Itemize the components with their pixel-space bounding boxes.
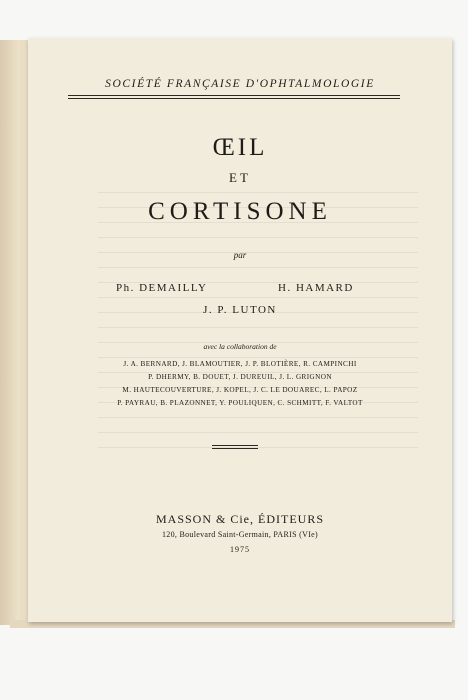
title-main: ŒIL <box>212 134 268 161</box>
by-label: par <box>233 250 247 260</box>
author-luton: J. P. LUTON <box>203 304 277 316</box>
title-connector: ET <box>229 170 251 185</box>
collaborators-line: P. DHERMY, B. DOUET, J. DUREUIL, J. L. GRIGNON <box>148 373 332 381</box>
collaborators-line: J. A. BERNARD, J. BLAMOUTIER, J. P. BLOTIÈRE, R. CAMPINCHI <box>123 360 357 368</box>
title-page <box>28 38 452 622</box>
title-sub: CORTISONE <box>148 198 332 225</box>
author-demailly: Ph. DEMAILLY <box>116 282 208 294</box>
collaborators-line: M. HAUTECOUVERTURE, J. KOPEL, J. C. LE DOUAREC, L. PAPOZ <box>122 386 358 394</box>
author-hamard: H. HAMARD <box>278 282 354 294</box>
publisher-address: 120, Boulevard Saint-Germain, PARIS (VIe) <box>162 530 318 539</box>
collaboration-intro: avec la collaboration de <box>203 342 277 351</box>
ornament-rule-double <box>212 448 258 449</box>
society-name: SOCIÉTÉ FRANÇAISE D'OPHTALMOLOGIE <box>105 78 375 90</box>
collaborators-line: P. PAYRAU, B. PLAZONNET, Y. POULIQUEN, C. SCHMITT, F. VALTOT <box>117 399 363 407</box>
header-rule-double <box>68 98 400 99</box>
publisher-name: MASSON & Cie, ÉDITEURS <box>155 512 324 526</box>
book-spine <box>0 40 31 625</box>
publication-year: 1975 <box>230 545 250 554</box>
ornament-rule <box>212 445 258 446</box>
header-rule <box>68 95 400 96</box>
